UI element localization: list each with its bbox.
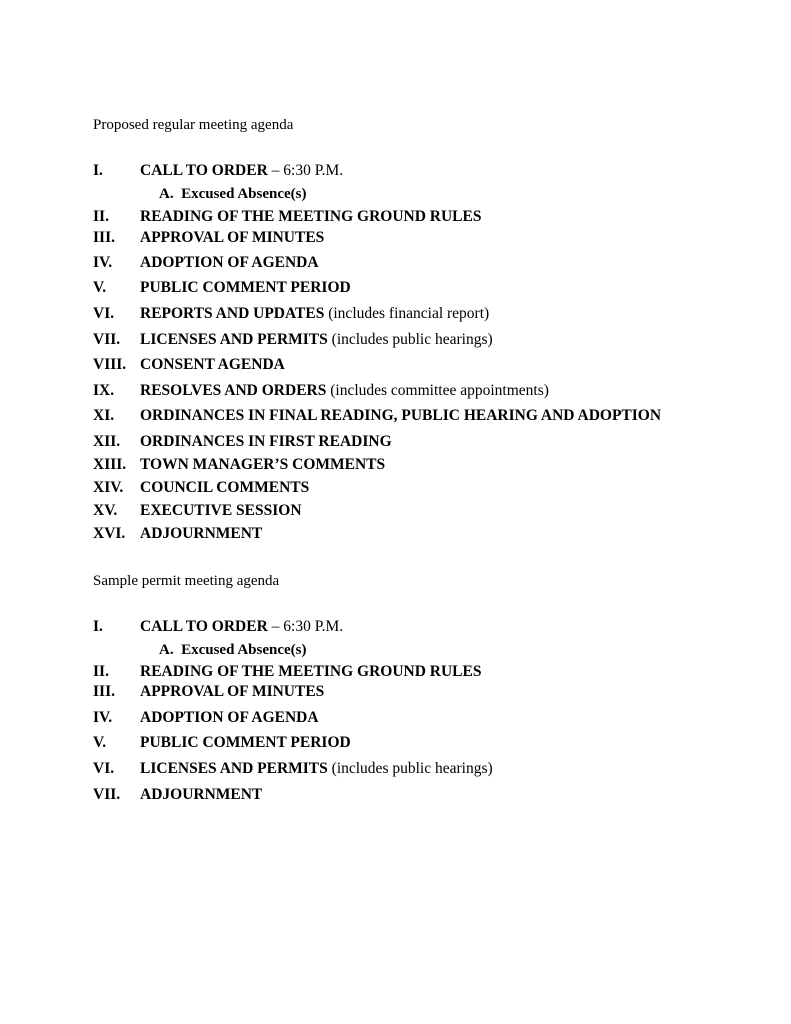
item-title: EXECUTIVE SESSION <box>140 502 302 519</box>
item-title: READING OF THE MEETING GROUND RULES <box>140 208 482 225</box>
item-title: LICENSES AND PERMITS <box>140 331 328 348</box>
item-title: COUNCIL COMMENTS <box>140 479 310 496</box>
item-note: (includes public hearings) <box>327 760 493 777</box>
item-title: READING OF THE MEETING GROUND RULES <box>140 663 482 680</box>
item-number: III. <box>93 683 115 700</box>
item-number: IV. <box>93 254 113 271</box>
item-number: V. <box>93 734 107 751</box>
item-title: APPROVAL OF MINUTES <box>140 683 325 700</box>
item-text <box>140 304 489 324</box>
item-text <box>140 228 324 248</box>
item-number: VIII. <box>93 356 127 373</box>
item-title: PUBLIC COMMENT PERIOD <box>140 734 351 751</box>
item-text <box>140 330 493 350</box>
item-title: APPROVAL OF MINUTES <box>140 229 325 246</box>
item-title: RESOLVES AND ORDERS <box>140 382 327 399</box>
item-number: II. <box>93 663 109 680</box>
item-title: CALL TO ORDER <box>140 618 268 635</box>
item-text <box>140 478 309 498</box>
item-title: ORDINANCES IN FINAL READING, PUBLIC HEARING AND ADOPTION <box>140 407 662 424</box>
item-title: CALL TO ORDER <box>140 162 268 179</box>
item-title: ADJOURNMENT <box>140 786 263 803</box>
item-note: (includes financial report) <box>324 305 490 322</box>
item-number: III. <box>93 229 115 246</box>
item-number: VII. <box>93 786 121 803</box>
item-number: XVI. <box>93 525 126 542</box>
item-text <box>140 355 285 375</box>
item-number: I. <box>93 618 103 635</box>
item-text <box>140 406 661 426</box>
item-number: XV. <box>93 502 118 519</box>
item-text <box>140 253 319 273</box>
item-number: VII. <box>93 331 121 348</box>
item-text <box>140 207 481 227</box>
item-number: VI. <box>93 760 115 777</box>
item-text <box>140 432 392 452</box>
item-text <box>140 733 351 753</box>
item-text <box>140 662 481 682</box>
item-text <box>140 708 319 728</box>
item-note: (includes committee appointments) <box>326 382 549 399</box>
item-text <box>140 501 302 521</box>
item-title: LICENSES AND PERMITS <box>140 760 328 777</box>
item-text <box>140 278 351 298</box>
item-title: TOWN MANAGER’S COMMENTS <box>140 456 386 473</box>
agenda-subitem: A. Excused Absence(s) <box>159 642 307 658</box>
item-text <box>140 381 549 401</box>
item-title: ADOPTION OF AGENDA <box>140 709 319 726</box>
item-number: IV. <box>93 709 113 726</box>
item-number: XIII. <box>93 456 127 473</box>
section-heading: Proposed regular meeting agenda <box>93 117 294 133</box>
item-note: (includes public hearings) <box>327 331 493 348</box>
item-number: I. <box>93 162 103 179</box>
item-text <box>140 785 262 805</box>
item-text <box>140 524 262 544</box>
item-number: V. <box>93 279 107 296</box>
item-text <box>140 759 493 779</box>
item-title: ADOPTION OF AGENDA <box>140 254 319 271</box>
item-title: REPORTS AND UPDATES <box>140 305 325 322</box>
item-number: VI. <box>93 305 115 322</box>
item-number: XIV. <box>93 479 124 496</box>
item-title: PUBLIC COMMENT PERIOD <box>140 279 351 296</box>
item-title: CONSENT AGENDA <box>140 356 285 373</box>
item-title: ADJOURNMENT <box>140 525 263 542</box>
item-text <box>140 161 343 181</box>
item-title: ORDINANCES IN FIRST READING <box>140 433 392 450</box>
item-number: XII. <box>93 433 121 450</box>
item-number: II. <box>93 208 109 225</box>
item-text <box>140 682 324 702</box>
item-note: – 6:30 P.M. <box>267 162 344 179</box>
item-note: – 6:30 P.M. <box>267 618 344 635</box>
item-text <box>140 455 385 475</box>
item-number: IX. <box>93 382 115 399</box>
item-number: XI. <box>93 407 115 424</box>
agenda-subitem: A. Excused Absence(s) <box>159 186 307 202</box>
section-heading: Sample permit meeting agenda <box>93 573 280 589</box>
item-text <box>140 617 343 637</box>
